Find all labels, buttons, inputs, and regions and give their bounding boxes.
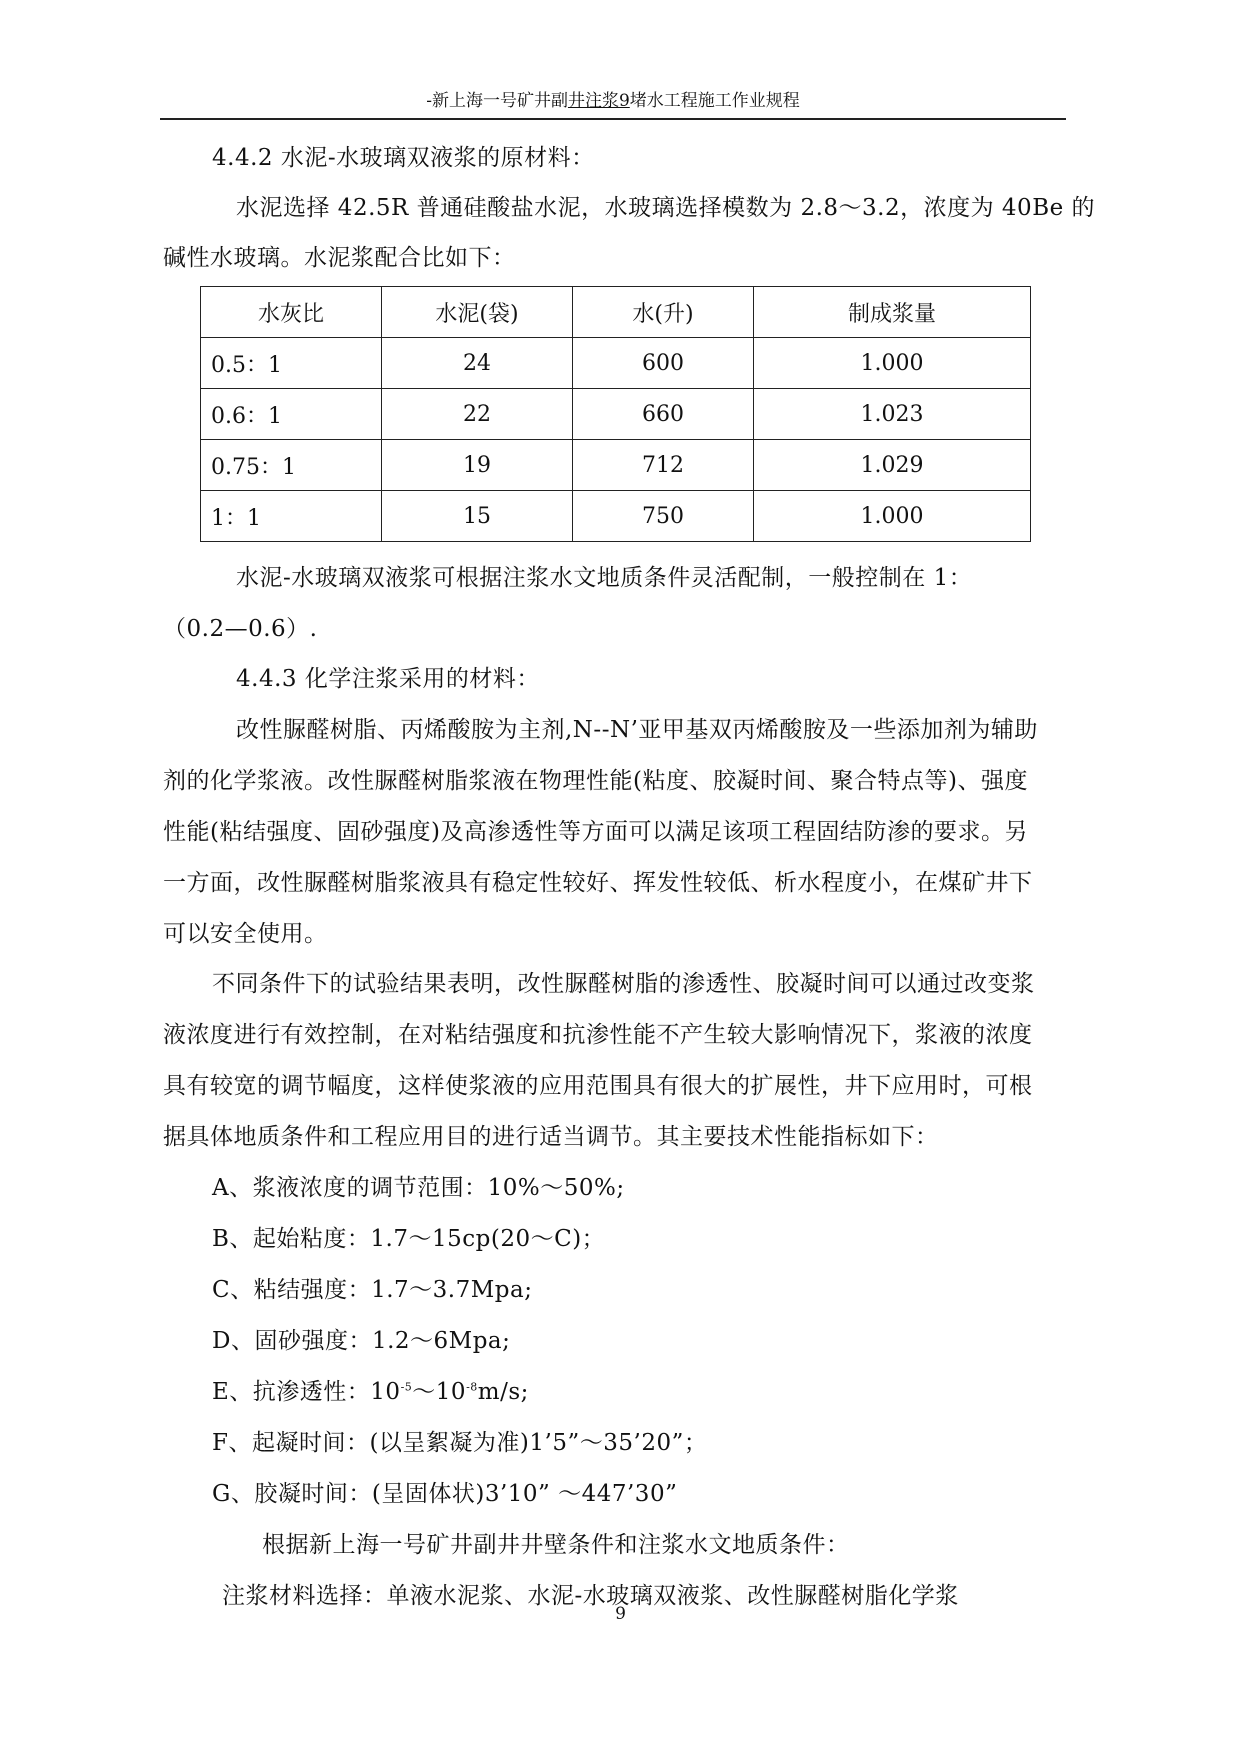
spec-item-f: F、起凝时间：(以呈絮凝为准)1’5”～35’20”；	[212, 1430, 708, 1456]
section-443-paragraph-line: 改性脲醛树脂、丙烯酸胺为主剂,N--N’亚甲基双丙烯酸胺及一些添加剂为辅助	[236, 717, 1038, 743]
section-442-paragraph-line: 水泥选择 42.5R 普通硅酸盐水泥，水玻璃选择模数为 2.8～3.2，浓度为 40Be 的	[236, 195, 1096, 221]
spec-item-d: D、固砂强度：1.2～6Mpa;	[212, 1328, 511, 1354]
table-row	[201, 440, 1031, 491]
table-cell: 15	[382, 491, 573, 542]
section-443-paragraph2-line: 具有较宽的调节幅度，这样使浆液的应用范围具有很大的扩展性，井下应用时，可根	[163, 1073, 1033, 1099]
table-row	[201, 338, 1031, 389]
table-cell: 24	[382, 338, 573, 389]
table-cell: 0.75：1	[201, 440, 382, 491]
table-header-row	[201, 287, 1031, 338]
spec-item-e	[212, 1377, 529, 1407]
section-443-paragraph-line: 一方面，改性脲醛树脂浆液具有稳定性较好、挥发性较低、析水程度小，在煤矿井下	[163, 870, 1033, 896]
closing-line: 注浆材料选择：单液水泥浆、水泥-水玻璃双液浆、改性脲醛树脂化学浆	[222, 1583, 959, 1609]
closing-line: 根据新上海一号矿井副井井壁条件和注浆水文地质条件：	[262, 1532, 850, 1558]
after-table-line: （0.2—0.6）.	[163, 616, 318, 642]
section-443-title: 4.4.3 化学注浆采用的材料：	[236, 666, 540, 692]
section-443-paragraph2-line: 液浓度进行有效控制，在对粘结强度和抗渗性能不产生较大影响情况下，浆液的浓度	[163, 1022, 1033, 1048]
table-row	[201, 389, 1031, 440]
table-cell: 1.000	[754, 491, 1031, 542]
header-prefix: -新上海一号矿井副	[426, 91, 568, 111]
spec-e-exponent: -5	[400, 1380, 413, 1394]
table-cell: 750	[573, 491, 754, 542]
section-443-paragraph2-line: 据具体地质条件和工程应用目的进行适当调节。其主要技术性能指标如下：	[163, 1124, 939, 1150]
spec-item-b: B、起始粘度：1.7～15cp(20～C)；	[212, 1226, 606, 1252]
spec-item-g: G、胶凝时间：(呈固体状)3’10” ～447’30”	[212, 1481, 678, 1507]
table-cell: 600	[573, 338, 754, 389]
table-header-cell: 水(升)	[573, 287, 754, 338]
after-table-line: 水泥-水玻璃双液浆可根据注浆水文地质条件灵活配制，一般控制在 1：	[236, 565, 973, 591]
page-number: 9	[615, 1604, 626, 1624]
header-suffix: 堵水工程施工作业规程	[629, 91, 800, 111]
table-cell: 712	[573, 440, 754, 491]
table-cell: 1.029	[754, 440, 1031, 491]
table-cell: 0.5：1	[201, 338, 382, 389]
page-header	[160, 88, 1066, 120]
section-443-paragraph2-line: 不同条件下的试验结果表明，改性脲醛树脂的渗透性、胶凝时间可以通过改变浆	[212, 971, 1035, 997]
section-442-title: 4.4.2 水泥-水玻璃双液浆的原材料：	[212, 145, 595, 171]
spec-item-a: A、浆液浓度的调节范围：10%～50%;	[212, 1175, 625, 1201]
section-443-paragraph-line: 可以安全使用。	[163, 921, 328, 947]
table-cell: 0.6：1	[201, 389, 382, 440]
spec-item-c: C、粘结强度：1.7～3.7Mpa;	[212, 1277, 533, 1303]
table-row	[201, 491, 1031, 542]
table-header-cell: 水泥(袋)	[382, 287, 573, 338]
table-cell: 1.000	[754, 338, 1031, 389]
section-443-paragraph-line: 性能(粘结强度、固砂强度)及高渗透性等方面可以满足该项工程固结防渗的要求。另	[163, 819, 1028, 845]
section-442-paragraph-line: 碱性水玻璃。水泥浆配合比如下：	[163, 245, 516, 271]
table-cell: 22	[382, 389, 573, 440]
mix-ratio-table	[200, 286, 1031, 542]
header-highlight: 井注浆9	[567, 91, 630, 111]
table-cell: 1.023	[754, 389, 1031, 440]
table-cell: 19	[382, 440, 573, 491]
table-cell: 660	[573, 389, 754, 440]
table-header-cell: 水灰比	[201, 287, 382, 338]
section-443-paragraph-line: 剂的化学浆液。改性脲醛树脂浆液在物理性能(粘度、胶凝时间、聚合特点等)、强度	[163, 768, 1028, 794]
spec-e-mid: ～10	[412, 1379, 467, 1405]
spec-e-prefix: E、抗渗透性：10	[212, 1379, 401, 1405]
table-header-cell: 制成浆量	[754, 287, 1031, 338]
spec-e-exponent: -8	[466, 1380, 478, 1394]
spec-e-suffix: m/s;	[477, 1379, 529, 1405]
table-cell: 1：1	[201, 491, 382, 542]
